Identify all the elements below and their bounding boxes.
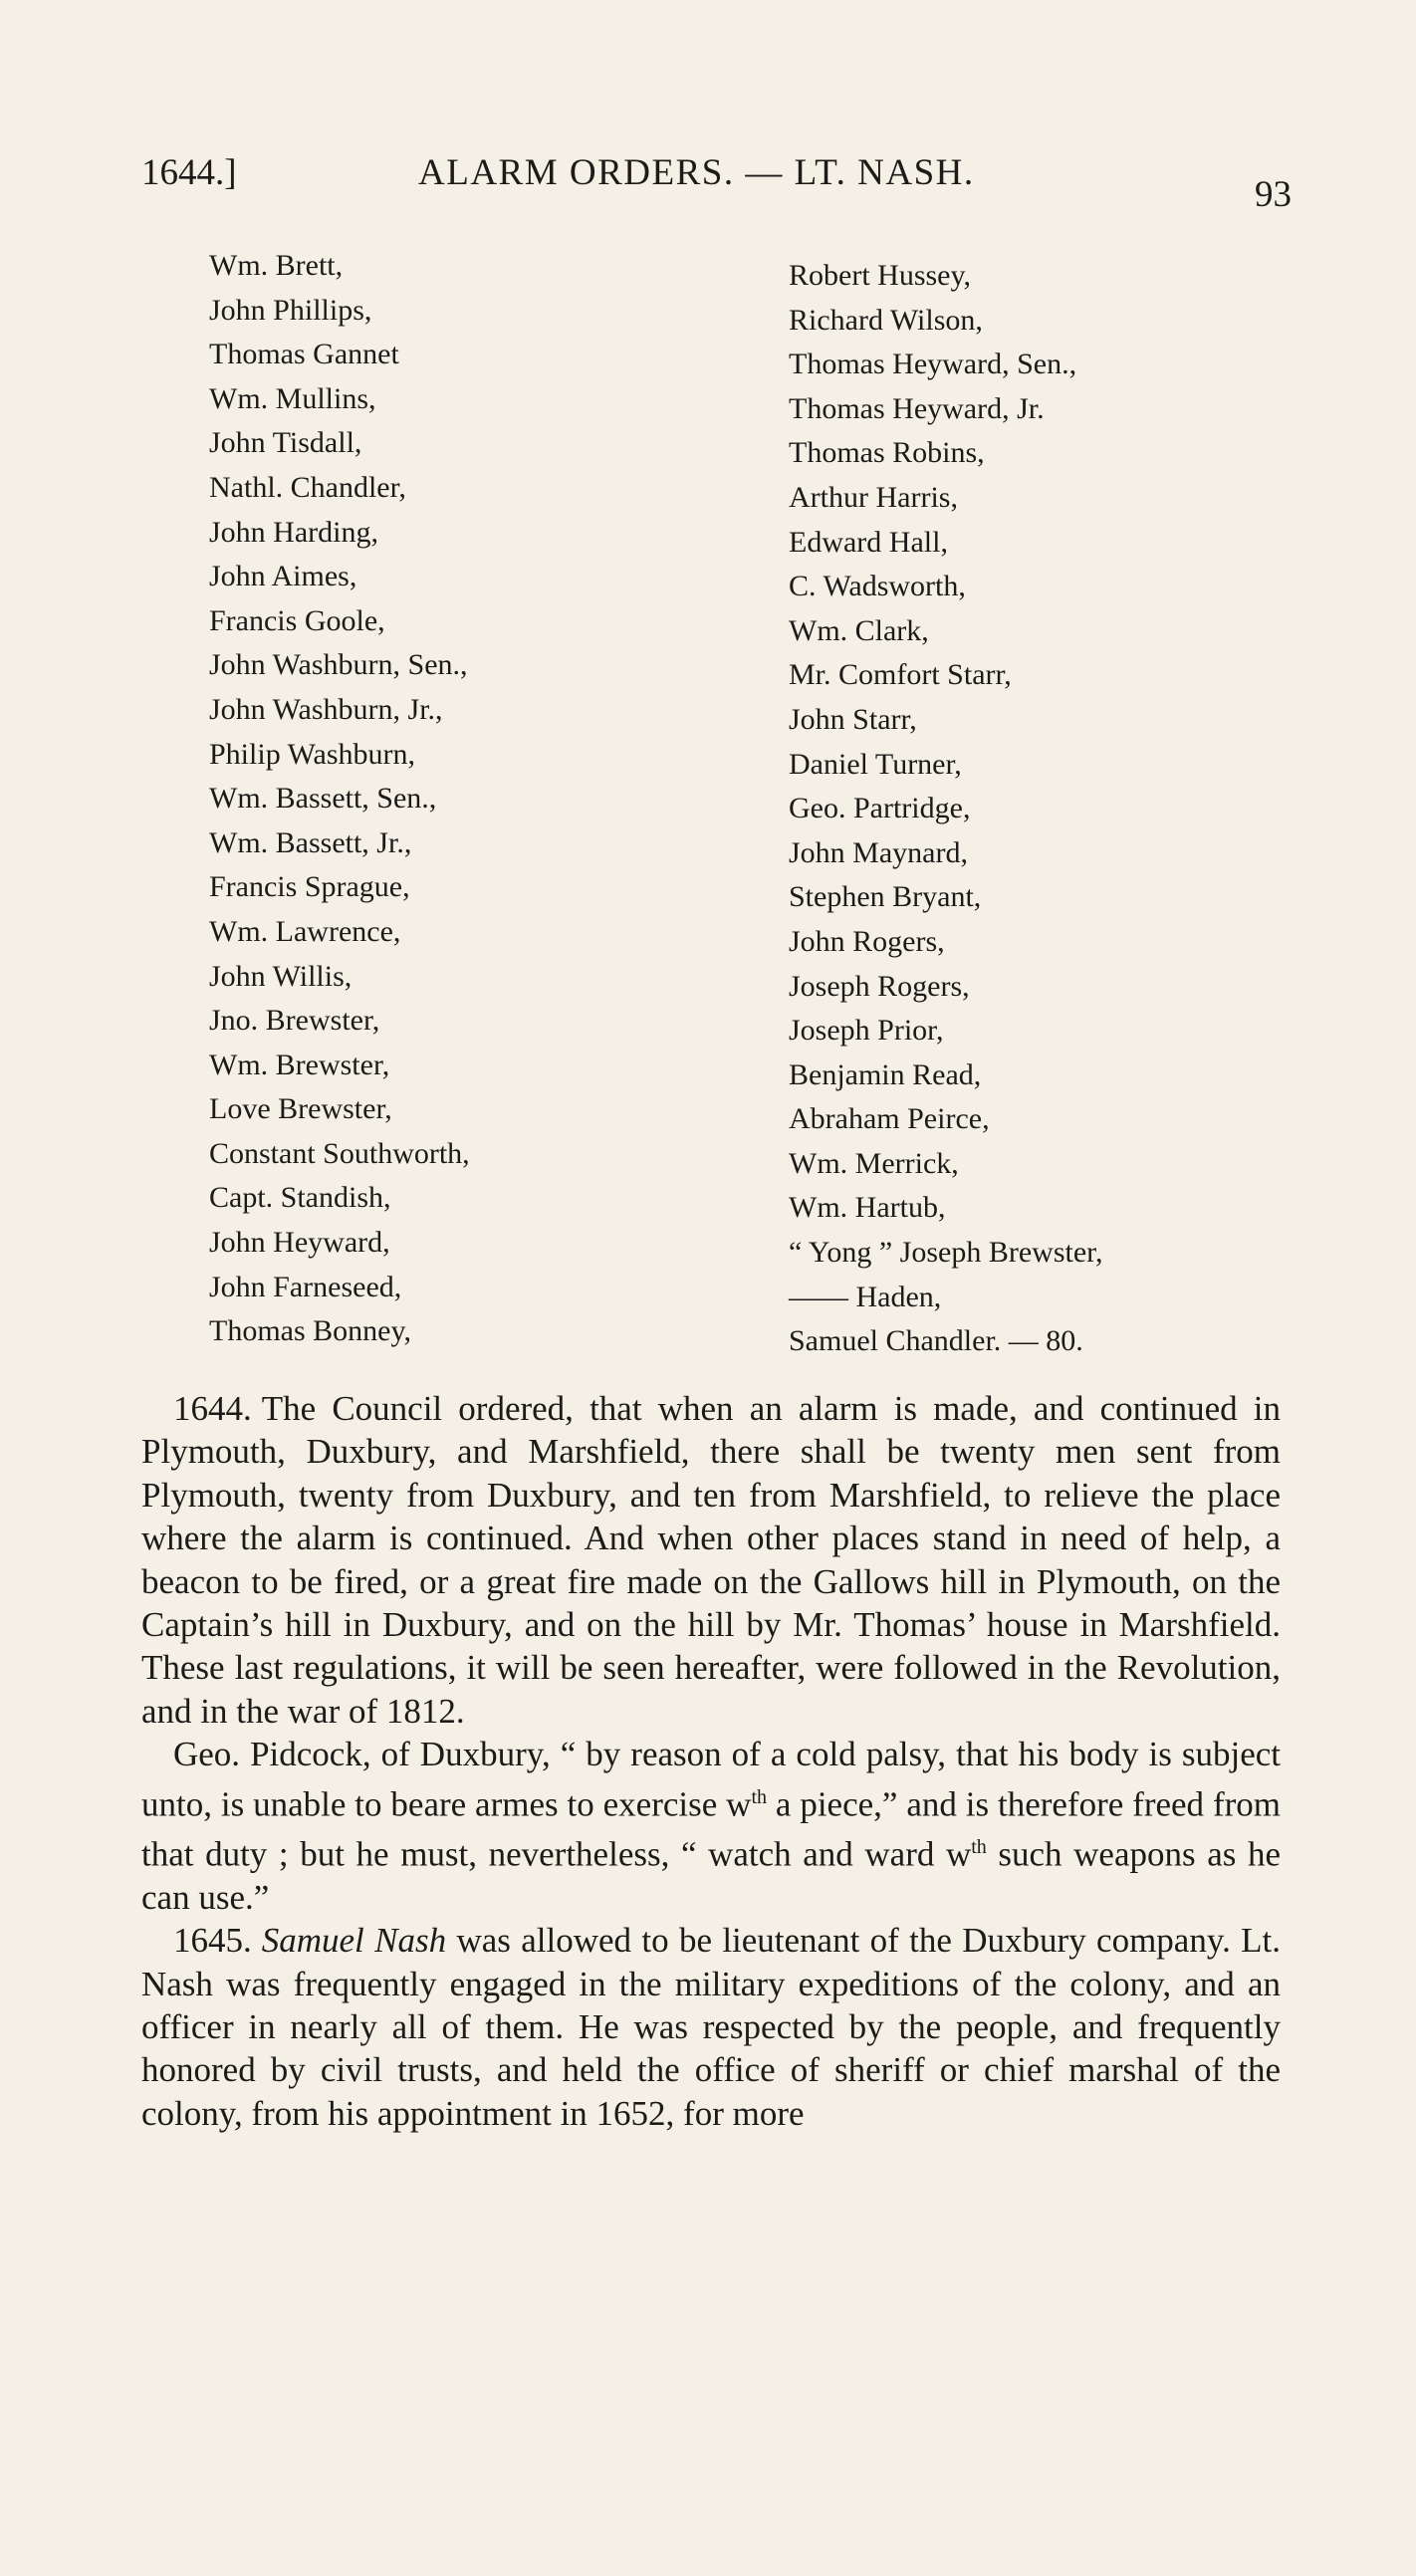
name-item: Wm. Lawrence,: [209, 914, 401, 948]
name-item: Wm. Bassett, Jr.,: [209, 825, 412, 859]
name-item: —— Haden,: [789, 1280, 942, 1313]
name-item: “ Yong ” Joseph Brewster,: [789, 1236, 1103, 1270]
superscript-th: th: [971, 1835, 987, 1858]
name-item: Wm. Hartub,: [789, 1191, 946, 1225]
superscript-th: th: [751, 1785, 767, 1808]
name-item: Capt. Standish,: [209, 1181, 391, 1215]
name-item: John Maynard,: [789, 835, 968, 869]
name-item: Joseph Prior,: [789, 1014, 944, 1048]
name-item: Wm. Merrick,: [789, 1146, 959, 1180]
name-item: Thomas Gannet: [209, 338, 399, 371]
name-item: Love Brewster,: [209, 1092, 392, 1126]
paragraph-1644-council: [141, 1387, 1281, 1733]
name-item: John Harding,: [209, 515, 378, 549]
name-item: Samuel Chandler. — 80.: [789, 1324, 1083, 1358]
paragraph-text: Geo. Pidcock, of Duxbury, “ by reason of a cold palsy, that his body is subject unto, is unable to beare armes to exercise w: [141, 1735, 1281, 1824]
name-item: John Washburn, Jr.,: [209, 692, 443, 726]
name-item: Wm. Mullins,: [209, 381, 376, 415]
name-item: Francis Goole,: [209, 603, 385, 637]
name-item: Arthur Harris,: [789, 480, 958, 514]
name-item: Wm. Bassett, Sen.,: [209, 782, 437, 816]
name-item: Constant Southworth,: [209, 1136, 470, 1170]
paragraph-text: such weapons as he can use.”: [141, 1834, 1282, 1917]
name-item: Daniel Turner,: [789, 747, 962, 781]
name-item: Stephen Bryant,: [789, 880, 982, 914]
name-item: Joseph Rogers,: [789, 969, 970, 1003]
body-text: [141, 1387, 1281, 2135]
name-item: Thomas Bonney,: [209, 1314, 412, 1348]
name-item: Wm. Brewster,: [209, 1048, 390, 1081]
name-item: John Starr,: [789, 702, 917, 736]
paragraph-text: The Council ordered, that when an alarm is made, and continued in Plymouth, Duxbury, and Marshfield, there shall be twenty men sent from Plymouth, twenty from Duxbury, and ten from Marshfield, to relieve the place where the alarm is continued. And when other places stand in need of help, a beacon to be fired, or a great fire made on the Gallows hill in Plymouth, on the Captain’s hill in Duxbury, and on the hill by Mr. Thomas’ house in Marshfield. These last regulations, it will be seen hereafter, were followed in the Revolution, and in the war of 1812.: [141, 1389, 1281, 1731]
names-left-column: [209, 244, 707, 1354]
name-item: Thomas Robins,: [789, 436, 985, 470]
name-item: Geo. Partridge,: [789, 792, 971, 825]
header-year: 1644.]: [141, 152, 237, 193]
name-item: C. Wadsworth,: [789, 570, 966, 603]
names-list: [209, 244, 1245, 1364]
paragraph-text: was allowed to be lieutenant of the Duxbury company. Lt. Nash was frequently engaged in the military expeditions of the colony, and an officer in nearly all of them. He was respected by the people, and frequently honored by civil trusts, and held the office of sheriff or chief marshal of the colony, from his appointment in 1652, for more: [141, 1921, 1282, 2133]
page-number: 93: [1255, 174, 1292, 215]
name-item: Robert Hussey,: [789, 259, 972, 292]
name-item: Thomas Heyward, Sen.,: [789, 348, 1077, 381]
name-item: John Farneseed,: [209, 1270, 402, 1303]
name-item: Thomas Heyward, Jr.: [789, 391, 1045, 425]
name-item: John Heyward,: [209, 1226, 390, 1260]
name-item: Benjamin Read,: [789, 1057, 982, 1091]
name-item: Nathl. Chandler,: [209, 470, 406, 504]
name-item: John Phillips,: [209, 293, 372, 327]
name-item: Wm. Clark,: [789, 613, 929, 647]
name-item: John Rogers,: [789, 924, 945, 958]
name-item: John Aimes,: [209, 560, 357, 593]
names-right-column: [789, 254, 1287, 1364]
name-item: John Willis,: [209, 959, 353, 993]
paragraph-1645-nash: [141, 1919, 1281, 2135]
paragraph-text: a piece,” and is therefore freed from that duty ; but he must, nevertheless, “ watch and ward w: [141, 1784, 1281, 1874]
name-item: Mr. Comfort Starr,: [789, 658, 1012, 692]
paragraph-year: 1644.: [173, 1389, 252, 1428]
name-item: Abraham Peirce,: [789, 1102, 990, 1136]
name-item: Wm. Brett,: [209, 249, 344, 282]
name-item: Jno. Brewster,: [209, 1004, 380, 1038]
name-item: John Tisdall,: [209, 426, 362, 460]
paragraph-pidcock: [141, 1733, 1281, 1919]
name-item: Edward Hall,: [789, 525, 948, 559]
name-item: Philip Washburn,: [209, 737, 416, 771]
page-header: [141, 151, 1292, 215]
name-item: Francis Sprague,: [209, 870, 410, 904]
name-item: John Washburn, Sen.,: [209, 648, 468, 682]
running-head: ALARM ORDERS. — LT. NASH.: [418, 152, 975, 193]
paragraph-year: 1645.: [173, 1921, 252, 1961]
name-item: Richard Wilson,: [789, 303, 983, 337]
italic-name: Samuel Nash: [261, 1921, 447, 1961]
